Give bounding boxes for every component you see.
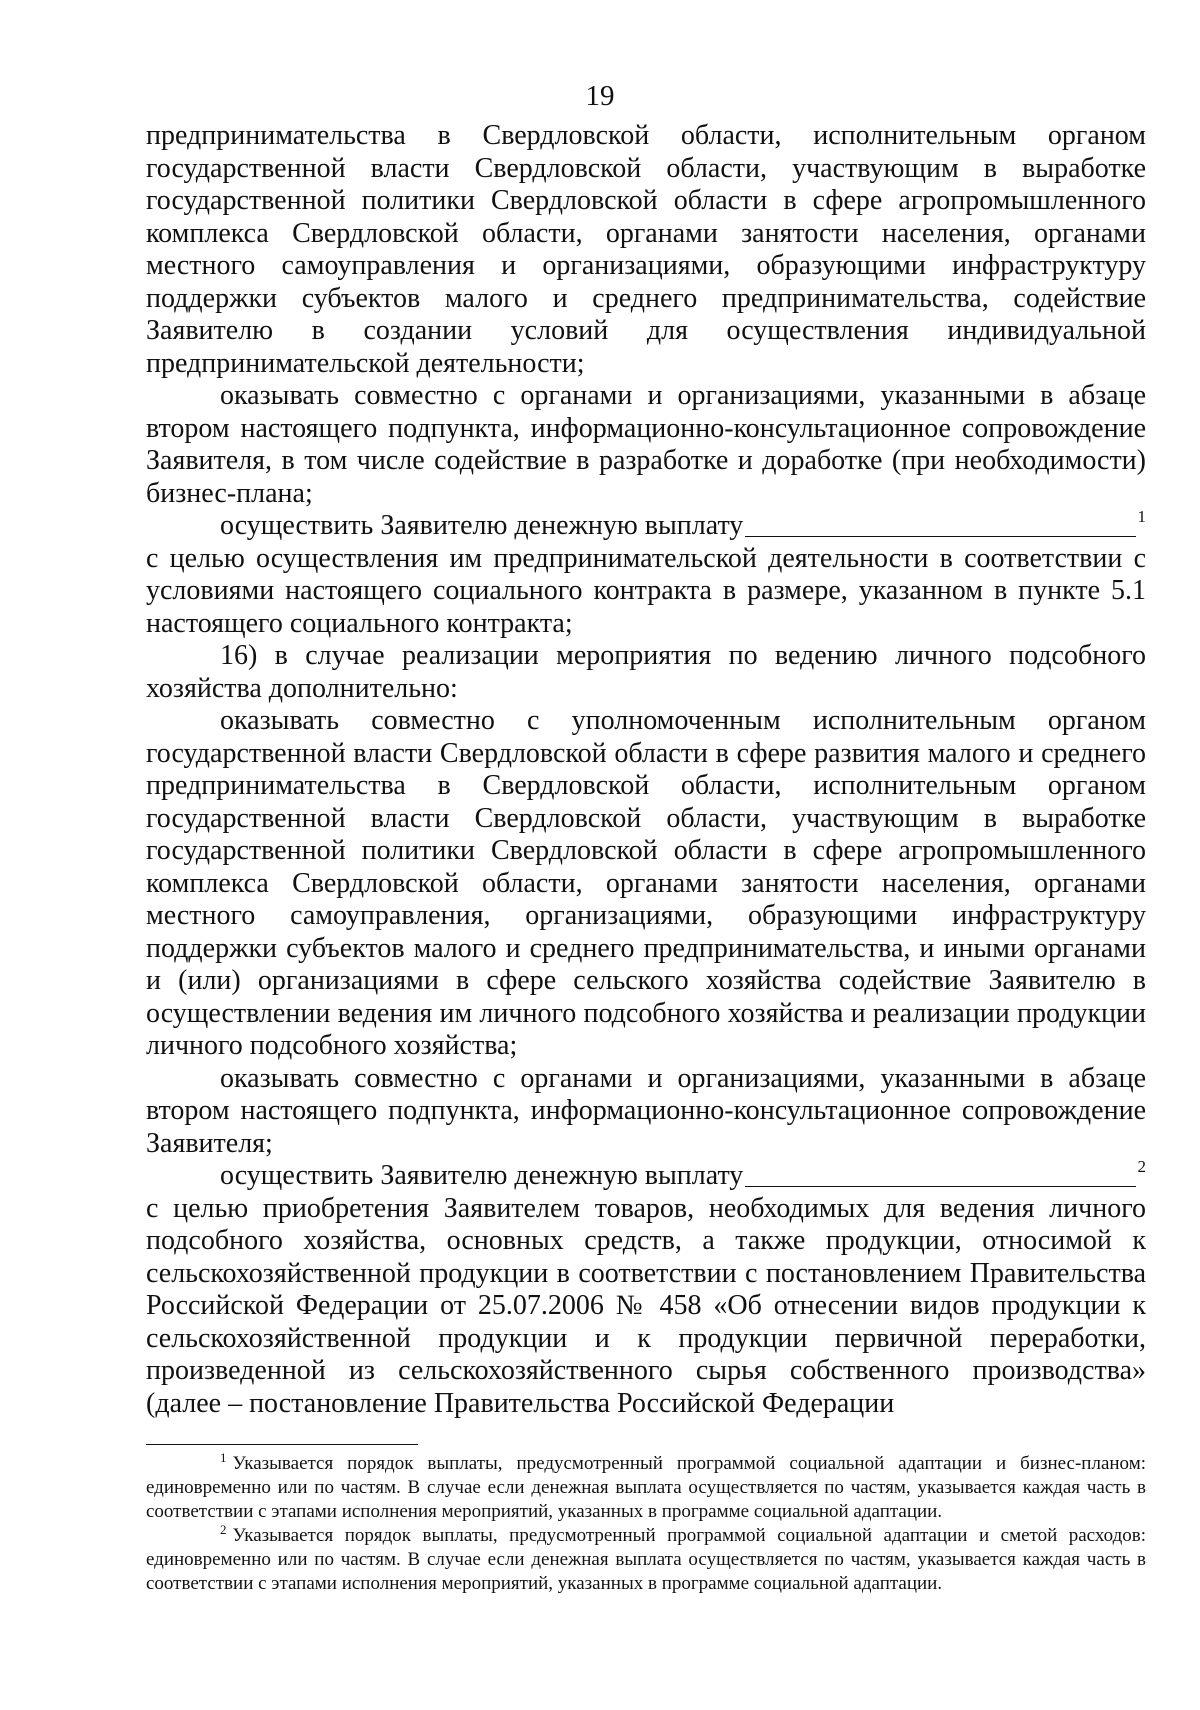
payment-lead-text: осуществить Заявителю денежную выплату (220, 510, 744, 541)
page-number: 19 (585, 80, 615, 112)
footnote-text: Указывается порядок выплаты, предусмотренный программой социальной адаптации и сметой расходов: единовременно или по частям. В случае если денежная выплата осуществляется по частям, указывается каждая часть в соответствии с этапами исполнения мероприятий, указанных в программе социальной адаптации. (146, 1525, 1146, 1594)
document-body (146, 120, 1146, 1420)
paragraph-subitem-16b: 16) в случае реализации мероприятия по ведению личного подсобного хозяйства дополнительно: (146, 640, 1146, 704)
payment-lead-text: осуществить Заявителю денежную выплату (220, 1160, 744, 1191)
paragraph-support-continuation: предпринимательства в Свердловской области, исполнительным органом государственной власти Свердловской области, участвующим в выработке государственной политики Свердловской области в сфере агропромышленного комплекса Свердловской области, органами занятости населения, органами местного самоуправления и организациями, образующими инфраструктуру поддержки субъектов малого и среднего предпринимательства, содействие Заявителю в создании условий для осуществления индивидуальной предпринимательской деятельности; (146, 120, 1146, 379)
footnote-2 (146, 1521, 1146, 1596)
footnote-reference: 2 (1137, 1157, 1146, 1176)
footnote-mark: 2 (220, 1521, 227, 1537)
fill-in-blank (745, 1186, 1135, 1187)
paragraph-consulting-support: оказывать совместно с органами и организациями, указанными в абзаце втором настоящего подпункта, информационно-консультационное сопровождение Заявителя, в том числе содействие в разработке и доработке (при необходимости) бизнес-плана; (146, 380, 1146, 509)
paragraph-payment-purpose: с целью осуществления им предпринимательской деятельности в соответствии с условиями настоящего социального контракта в размере, указанном в пункте 5.1 настоящего социального контракта; (146, 542, 1146, 639)
footnote-mark: 1 (220, 1449, 227, 1465)
paragraph-goods-purchase: с целью приобретения Заявителем товаров, необходимых для ведения личного подсобного хозяйства, основных средств, а также продукции, относимой к сельскохозяйственной продукции в соответствии с постановлением Правительства Российской Федерации от 25.07.2006 № 458 «Об отнесении видов продукции к сельскохозяйственной продукции и к продукции первичной переработки, произведенной из сельскохозяйственного сырья собственного производства» (далее – постановление Правительства Российской Федерации (146, 1192, 1146, 1419)
fill-in-blank (745, 536, 1135, 537)
payment-blank-line-1 (146, 507, 1146, 543)
footnote-text: Указывается порядок выплаты, предусмотренный программой социальной адаптации и бизнес-планом: единовременно или по частям. В случае если денежная выплата осуществляется по частям, указывается каждая часть в соответствии с этапами исполнения мероприятий, указанных в программе социальной адаптации. (146, 1453, 1146, 1522)
footnote-1 (146, 1449, 1146, 1524)
footnote-reference: 1 (1137, 507, 1146, 526)
paragraph-household-support: оказывать совместно с уполномоченным исполнительным органом государственной власти Свердловской области в сфере развития малого и среднего предпринимательства в Свердловской области, исполнительным органом государственной власти Свердловской области, участвующим в выработке государственной политики Свердловской области в сфере агропромышленного комплекса Свердловской области, органами занятости населения, органами местного самоуправления, организациями, образующими инфраструктуру поддержки субъектов малого и среднего предпринимательства, и иными органами и (или) организациями в сфере сельского хозяйства содействие Заявителю в осуществлении ведения им личного подсобного хозяйства и реализации продукции личного подсобного хозяйства; (146, 705, 1146, 1061)
payment-blank-line-2 (146, 1157, 1146, 1193)
paragraph-household-consulting: оказывать совместно с органами и организациями, указанными в абзаце втором настоящего подпункта, информационно-консультационное сопровождение Заявителя; (146, 1062, 1146, 1159)
footnotes (146, 1449, 1146, 1596)
footnote-separator (146, 1444, 418, 1445)
